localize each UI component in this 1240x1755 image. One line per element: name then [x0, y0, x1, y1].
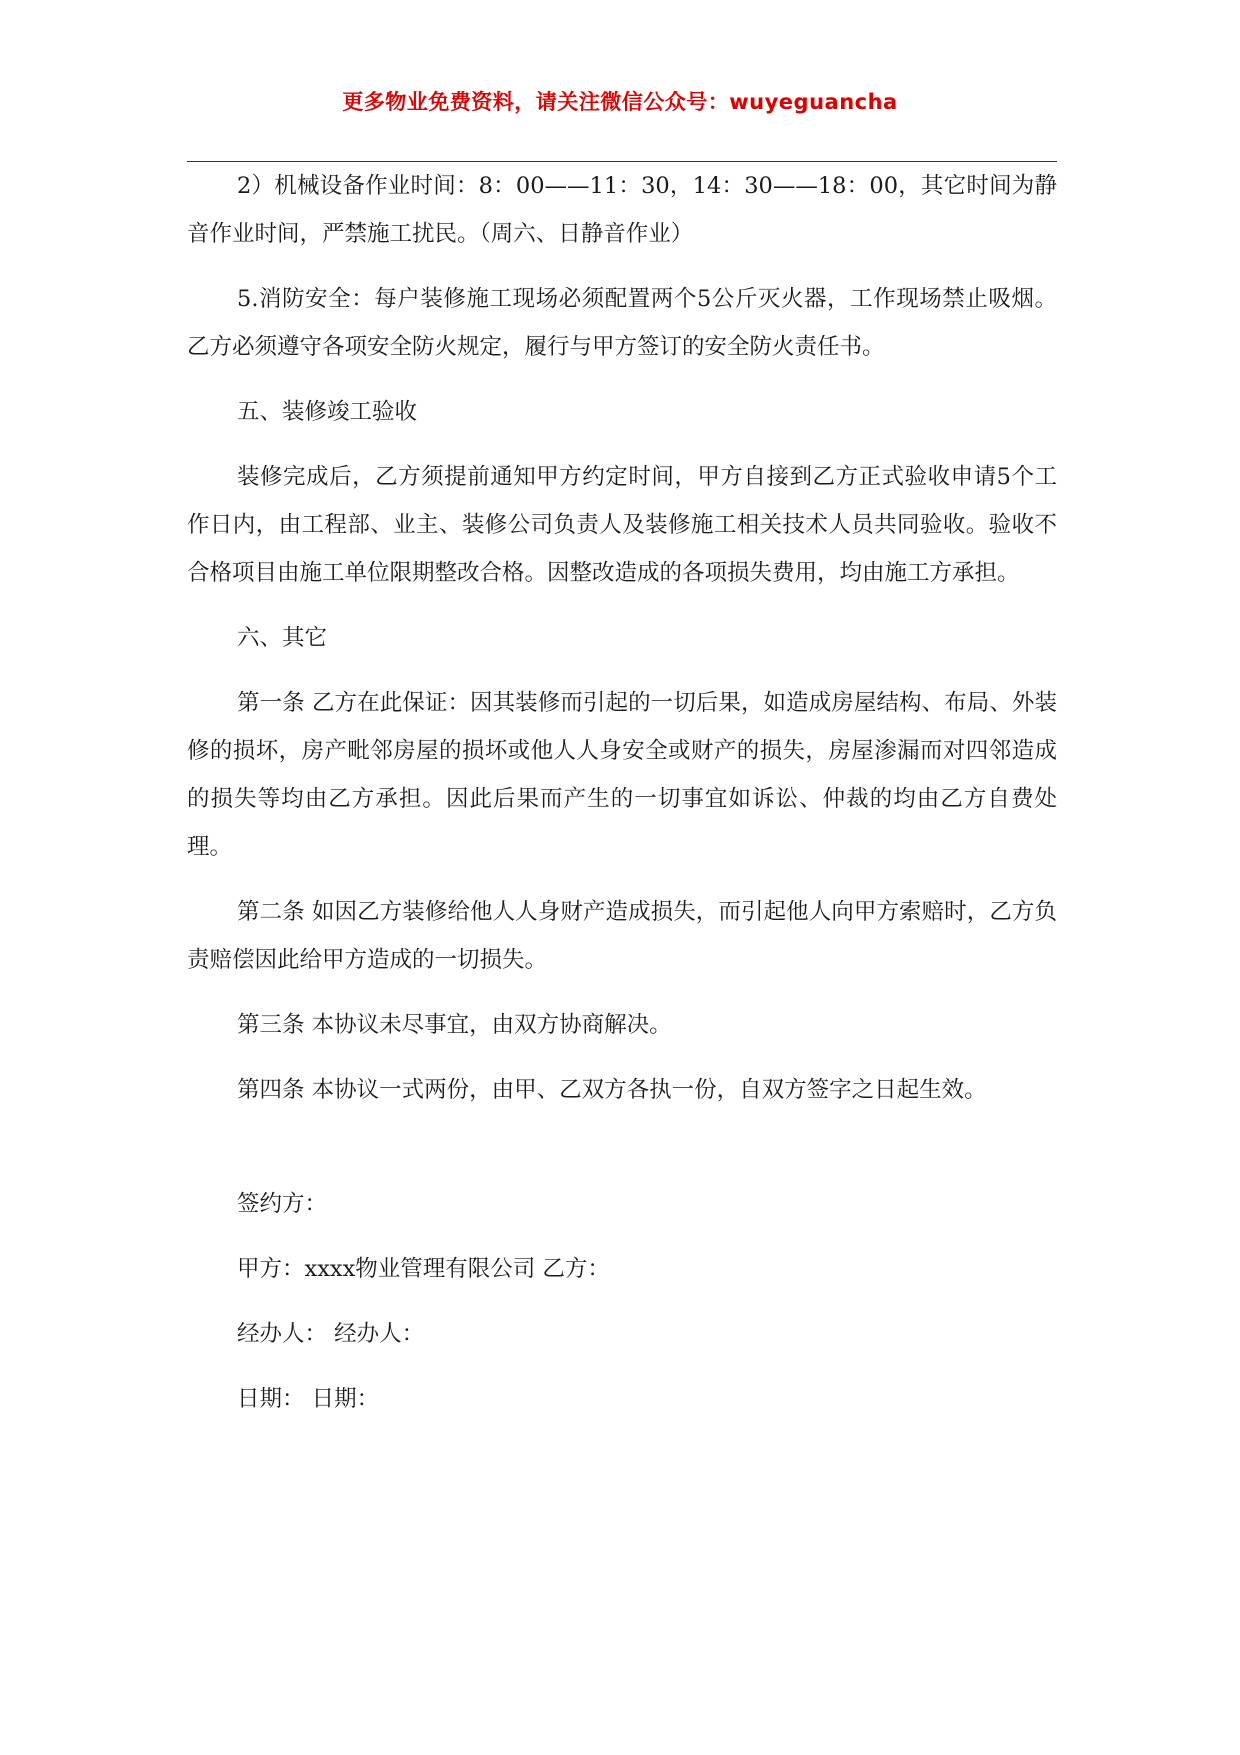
header-banner: 更多物业免费资料，请关注微信公众号：wuyeguancha: [342, 90, 898, 114]
article-3: 第三条 本协议未尽事宜，由双方协商解决。: [237, 1012, 672, 1038]
paragraph-fire-safety: 5.消防安全：每户装修施工现场必须配置两个5公斤灭火器，工作现场禁止吸烟。乙方必须遵守各项安全防火规定，履行与甲方签订的安全防火责任书。: [187, 286, 1057, 360]
signature-block: [187, 1180, 1057, 1423]
article-2: 第二条 如因乙方装修给他人人身财产造成损失，而引起他人向甲方索赔时，乙方负责赔偿因此给甲方造成的一切损失。: [187, 899, 1057, 973]
date-line: 日期： 日期：: [237, 1386, 380, 1412]
section-heading-other: 六、其它: [237, 625, 328, 651]
paragraph-acceptance: 装修完成后，乙方须提前通知甲方约定时间，甲方自接到乙方正式验收申请5个工作日内，由工程部、业主、装修公司负责人及装修施工相关技术人员共同验收。验收不合格项目由施工单位限期整改合格。因整改造成的各项损失费用，均由施工方承担。: [187, 464, 1057, 586]
section-heading-acceptance: 五、装修竣工验收: [237, 399, 418, 425]
article-4: 第四条 本协议一式两份，由甲、乙双方各执一份，自双方签字之日起生效。: [237, 1077, 987, 1103]
signing-parties-line: 甲方：xxxx物业管理有限公司 乙方：: [237, 1256, 610, 1282]
document-body: [187, 162, 1057, 1423]
article-1: 第一条 乙方在此保证：因其装修而引起的一切后果，如造成房屋结构、布局、外装修的损坏，房产毗邻房屋的损坏或他人人身安全或财产的损失，房屋渗漏而对四邻造成的损失等均由乙方承担。因此后果而产生的一切事宜如诉讼、仲裁的均由乙方自费处理。: [187, 690, 1057, 860]
agent-line: 经办人： 经办人：: [237, 1321, 425, 1347]
signing-parties-label: 签约方：: [237, 1191, 328, 1217]
paragraph-machinery-hours: 2）机械设备作业时间：8：00——11：30，14：30——18：00，其它时间为静音作业时间，严禁施工扰民。（周六、日静音作业）: [187, 173, 1057, 247]
